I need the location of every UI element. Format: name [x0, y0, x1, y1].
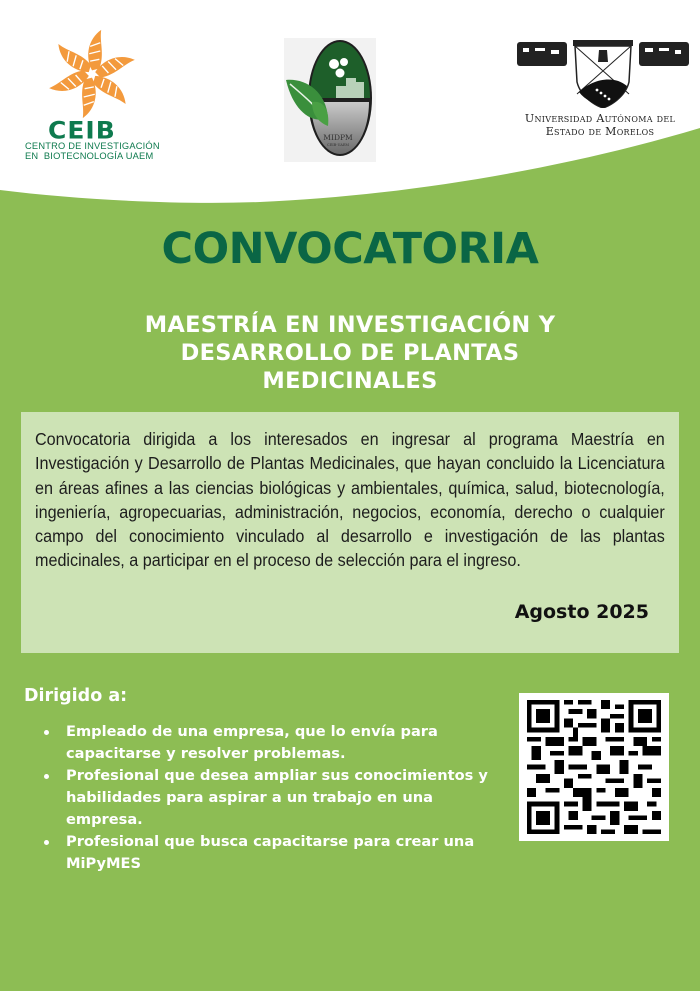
call-description: Convocatoria dirigida a los interesados en ingresar al programa Maestría en Investigación y Desarrollo de Plantas Medicinales, que hayan concluido la Licenciatura en áreas afines a las ciencias biológicas y ambientales, química, salud, biotecnología, ingeniería, agropecuarias, administración, negocios, economía, derecho o cualquier campo del conocimiento vinculado al desarrollo e investigación de las plantas medicinales, a participar en el proceso de selección para el ingreso. — [35, 429, 665, 571]
audience-list — [42, 721, 502, 875]
page-title: CONVOCATORIA — [161, 224, 539, 274]
ceib-logo — [22, 28, 182, 161]
audience-item-label: Empleado de una empresa, que lo envía para capacitarse y resolver problemas. — [66, 723, 438, 762]
midpm-emblem-icon — [284, 38, 376, 162]
uaem-name-line1: Universidad Autónoma del — [524, 112, 676, 125]
audience-list-item — [42, 721, 502, 765]
qr-code[interactable] — [519, 693, 669, 841]
ceib-subtitle — [25, 141, 160, 161]
bullet-icon — [44, 840, 49, 845]
call-date: Agosto 2025 — [514, 601, 649, 623]
uaem-shield-icon — [513, 36, 693, 108]
audience-list-item — [42, 831, 502, 875]
program-title-line2: DESARROLLO DE PLANTAS — [180, 340, 520, 366]
audience-heading: Dirigido a: — [24, 686, 128, 706]
svg-text:CEIB-UAEM: CEIB-UAEM — [327, 143, 349, 147]
midpm-text: MIDPM — [323, 133, 353, 142]
program-title-line1: MAESTRÍA EN INVESTIGACIÓN Y — [144, 312, 556, 338]
uaem-name-line2: Estado de Morelos — [545, 125, 655, 138]
midpm-logo — [284, 38, 376, 162]
call-info-box — [21, 412, 679, 653]
ceib-subtitle-line2: EN BIOTECNOLOGÍA UAEM — [25, 151, 154, 161]
ceib-wordmark: CEIB — [48, 116, 116, 145]
bullet-icon — [44, 730, 49, 735]
dna-flower-icon — [46, 28, 138, 120]
uaem-logo — [505, 36, 700, 136]
bullet-icon — [44, 774, 49, 779]
ceib-subtitle-line1: CENTRO DE INVESTIGACIÓN — [25, 141, 160, 151]
program-title-line3: MEDICINALES — [262, 368, 438, 394]
uaem-name — [505, 112, 695, 138]
program-title — [100, 311, 600, 395]
audience-item-label: Profesional que desea ampliar sus conocimientos y habilidades para aspirar a un trabajo en una empresa. — [66, 767, 488, 828]
audience-list-item — [42, 765, 502, 831]
audience-item-label: Profesional que busca capacitarse para crear una MiPyMES — [66, 833, 475, 872]
qr-code-icon — [526, 700, 662, 834]
